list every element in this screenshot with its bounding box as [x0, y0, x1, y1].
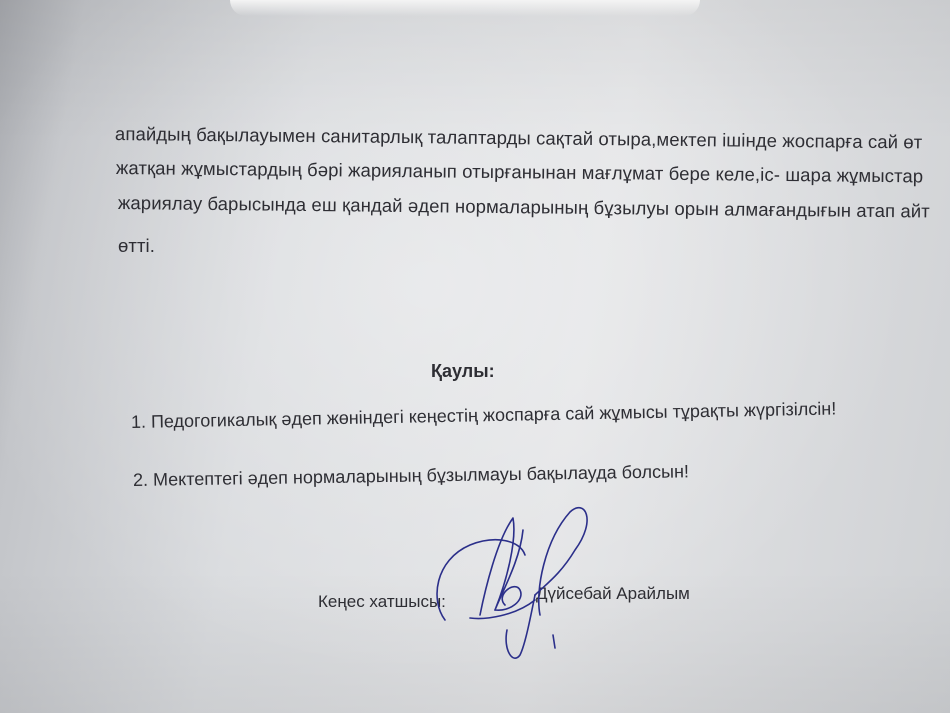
body-line-1: апайдың бақылауымен санитарлық талаптарды сақтай отыра,мектеп ішінде жоспарға сай өт: [114, 123, 923, 153]
resolution-item-1: 1. Педогогикалық әдеп жөніндегі кеңестің жоспарға сай жұмысы тұрақты жүргізілсін!: [130, 398, 837, 432]
page-top-shadow: [230, 0, 700, 16]
body-line-2: жатқан жұмыстардың бәрі жарияланып отырғанынан мағлұмат бере келе,іс- шара жұмыстар: [115, 157, 924, 187]
resolution-heading: Қаулы:: [431, 361, 495, 381]
secretary-label: Кеңес хатшысы:: [318, 592, 446, 611]
secretary-name: Дүйсебай Арайлым: [536, 584, 690, 603]
resolution-item-2: 2. Мектептегі әдеп нормаларының бұзылмауы бақылауда болсын!: [132, 461, 690, 490]
handwritten-signature: [425, 500, 595, 665]
body-line-3: жариялау барысында еш қандай әдеп нормаларының бұзылуы орын алмағандығын атап айт: [117, 192, 930, 222]
body-line-4: өтті.: [118, 235, 155, 256]
